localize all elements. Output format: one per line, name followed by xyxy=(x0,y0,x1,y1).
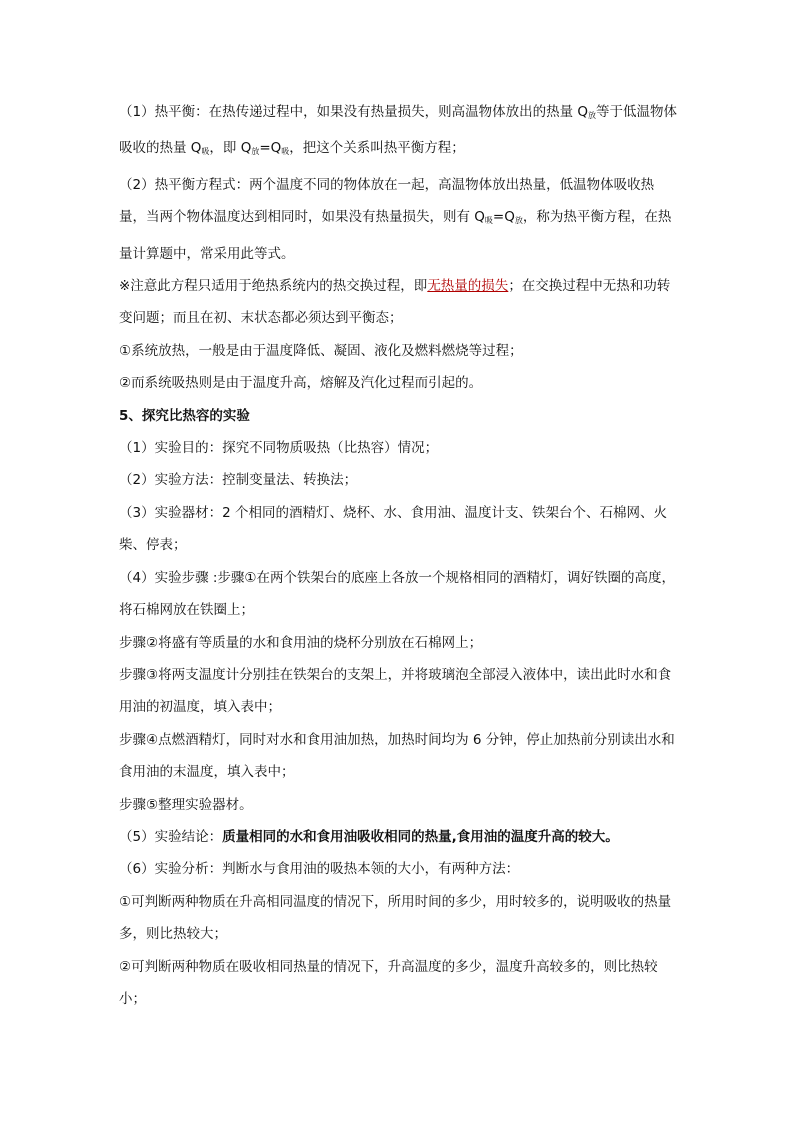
system-release-heat: ①系统放热，一般是由于温度降低、凝固、液化及燃料燃烧等过程； xyxy=(119,342,523,359)
subscript: 吸 xyxy=(201,147,210,157)
highlighted-text: 无热量的损失 xyxy=(427,278,509,295)
heat-balance-definition xyxy=(119,96,679,169)
experiment-conclusion xyxy=(119,821,679,853)
experiment-step-3: 步骤③将两支温度计分别挂在铁架台的支架上，并将玻璃泡全部浸入液体中，读出此时水和食用油的初温度，填入表中； xyxy=(119,666,672,716)
subscript: 放 xyxy=(514,216,523,226)
document-body xyxy=(119,96,679,1015)
subscript: 放 xyxy=(588,111,597,120)
conclusion-text: 质量相同的水和食用油吸收相同的热量,食用油的温度升高的较大。 xyxy=(222,828,619,845)
text-run: （2）热平衡方程式：两个温度不同的物体放在一起，高温物体放出热量，低温物体吸收热量，当两个物体温度达到相同时，如果没有热量损失，则有 Q xyxy=(119,176,655,226)
text-run: ，把这个关系叫热平衡方程； xyxy=(289,140,465,157)
text-run: ※注意此方程只适用于绝热系统内的热交换过程，即 xyxy=(119,278,428,295)
text-run: （1）热平衡：在热传递过程中，如果没有热量损失，则高温物体放出的热量 Q xyxy=(119,104,589,120)
heat-balance-equation xyxy=(119,169,679,270)
text-run: ，称为热平衡方程，在热量计算题中，常采用此等式。 xyxy=(119,209,672,262)
heat-balance-note xyxy=(119,270,679,335)
experiment-method: （2）实验方法：控制变量法、转换法； xyxy=(119,472,358,489)
analysis-method-2: ②可判断两种物质在吸收相同热量的情况下，升高温度的多少，温度升高较多的，则比热较小； xyxy=(119,958,658,1007)
text-run: 等于低温物体吸收的热量 Q xyxy=(119,104,678,157)
system-absorb-heat: ②而系统吸热则是由于温度升高，熔解及汽化过程而引起的。 xyxy=(119,375,483,392)
conclusion-label: （5）实验结论： xyxy=(119,828,223,845)
text-run: =Q xyxy=(259,140,282,157)
subscript: 吸 xyxy=(484,216,493,226)
analysis-method-1: ①可判断两种物质在升高相同温度的情况下，所用时间的多少，用时较多的，说明吸收的热量多，则比热较大； xyxy=(119,893,672,943)
experiment-step-5: 步骤⑤整理实验器材。 xyxy=(119,796,253,813)
experiment-step-4: 步骤④点燃酒精灯，同时对水和食用油加热，加热时间均为 6 分钟，停止加热前分别读出水和食用油的末温度，填入表中； xyxy=(119,731,675,781)
experiment-step-2: 步骤②将盛有等质量的水和食用油的烧杯分别放在石棉网上； xyxy=(119,634,483,651)
experiment-equipment: （3）实验器材：2 个相同的酒精灯、烧杯、水、食用油、温度计支、铁架台个、石棉网、火柴、停表； xyxy=(119,504,667,554)
experiment-purpose: （1）实验目的：探究不同物质吸热（比热容）情况； xyxy=(119,440,439,457)
experiment-step-1: （4）实验步骤 :步骤①在两个铁架台的底座上各放一个规格相同的酒精灯，调好铁圈的高度，将石棉网放在铁圈上； xyxy=(119,569,676,619)
text-run: =Q xyxy=(492,209,515,226)
subscript: 放 xyxy=(251,147,260,157)
subscript: 吸 xyxy=(281,147,290,157)
text-run: ，即 Q xyxy=(209,140,252,157)
section-heading: 5、探究比热容的实验 xyxy=(119,407,250,424)
experiment-analysis: （6）实验分析：判断水与食用油的吸热本领的大小，有两种方法： xyxy=(119,861,520,878)
text-run: ；在交换过程中无热和功转变问题；而且在初、末状态都必须达到平衡态； xyxy=(119,278,671,327)
